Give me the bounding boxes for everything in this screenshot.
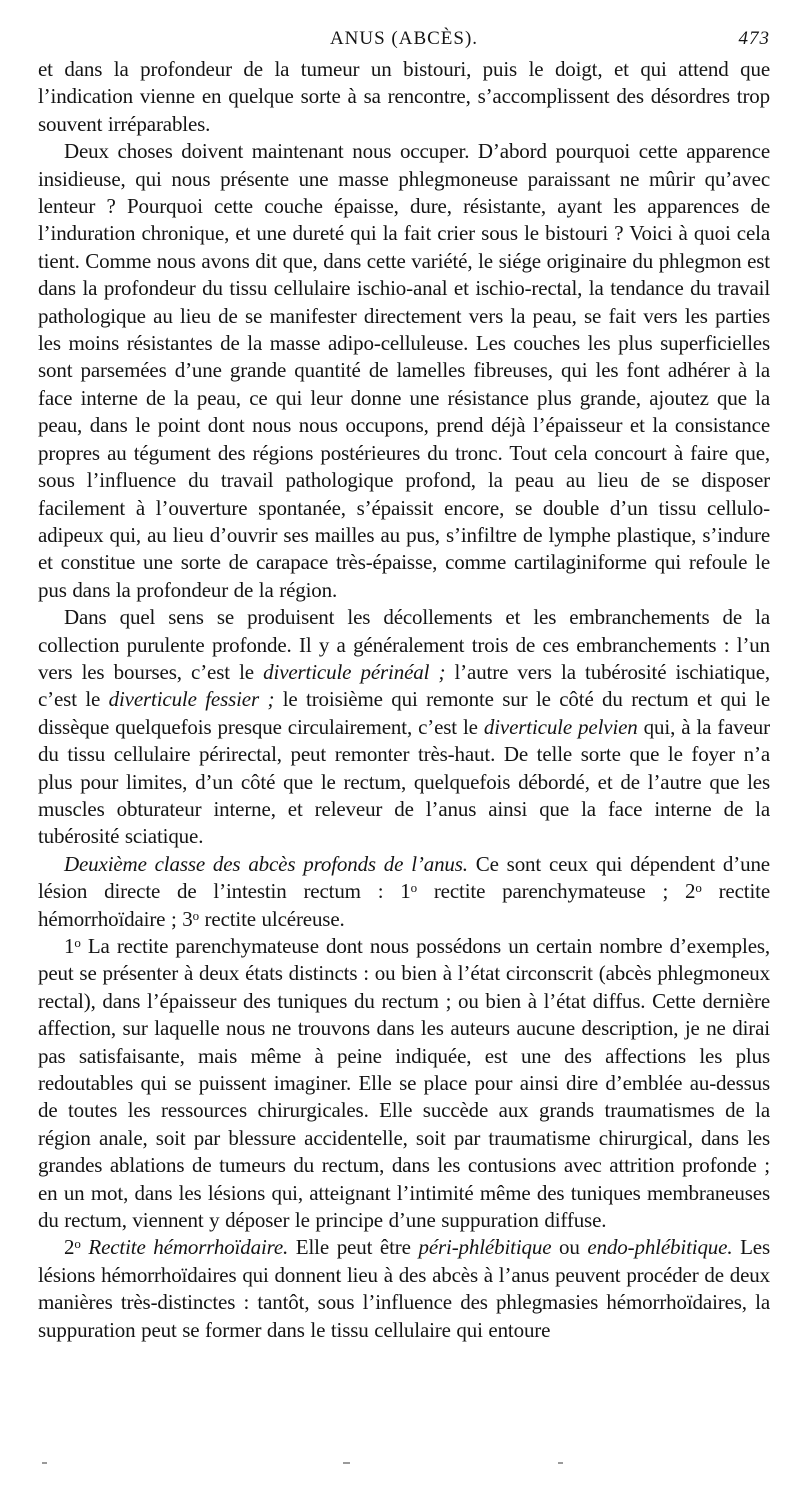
ordinal-marker: o [192,907,199,923]
paragraph-5 [38,933,770,1234]
page-number: 473 [738,28,770,49]
paragraph-3 [38,604,770,851]
paragraph-6 [38,1234,770,1344]
running-title: ANUS (ABCÈS). [329,28,479,49]
subsection-heading: Rectite hémorrhoïdaire. [88,1235,289,1260]
text-run: l’autre vers la tubérosité ischiatique, c’est le [38,659,770,712]
term-diverticule-perineal: diverticule périnéal ; [263,659,446,684]
paragraph-2 [38,138,770,604]
term-endo-phlebitique: endo-phlébitique. [587,1235,733,1260]
text-run: Elle peut être [288,1235,419,1260]
speck-mark [343,1462,350,1464]
text-run: rectite parenchymateuse ; 2 [416,879,696,904]
speck-mark [558,1462,563,1464]
paragraph-4 [38,851,770,933]
ordinal-marker: o [74,935,81,950]
text-run: rectite hémorrhoïdaire ; 3 [38,879,770,931]
body-text [38,56,770,1344]
section-heading: Deuxième classe des abcès profonds de l’anus. [64,851,468,876]
text-run: Les lésions hémorrhoïdaires qui donnent lieu à des abcès à l’anus peuvent procéder de deux manières très-distinctes : tantôt, sous l’influence des phlegmasies hémorrhoïdaires, la suppuration peut se former dans le tissu cellulaire qui entoure [38,1235,770,1342]
text-run: Deux choses doivent maintenant nous occuper. D’abord pourquoi cette apparence insidieuse, qui nous présente une masse phlegmoneuse paraissant ne mûrir qu’avec lenteur ? Pourquoi cette couche épaisse, dure, résistante, ayant les apparences de l’induration chronique, et une dureté qui la fait crier sous le bistouri ? Voici à quoi cela tient. Comme nous avons dit que, dans cette variété, le siége originaire du phlegmon est dans la profondeur du tissu cellulaire ischio-anal et ischio-rectal, la tendance du travail pathologique au lieu de se manifester directement vers la peau, se fait vers les parties les moins résistantes de la masse adipo-celluleuse. Les couches les plus superficielles sont parsemées d’une grande quantité de lamelles fibreuses, qui les font adhérer à la face interne de la peau, ce qui leur donne une résistance plus grande, ajoutez que la peau, dans le point dont nous nous occupons, prend déjà l’épaisseur et la consistance propres au tégument des régions postérieures du tronc. Tout cela concourt à faire que, sous l’influence du travail pathologique profond, la peau au lieu de se disposer facilement à l’ouverture spontanée, s’épaissit encore, se double d’un tissu cellulo-adipeux qui, au lieu d’ouvrir ses mailles au pus, s’infiltre de lymphe plastique, s’indure et constitue une sorte de carapace très-épaisse, comme cartilaginiforme qui refoule le pus dans la profondeur de la région. [38,139,770,602]
text-run: Dans quel sens se produisent les décollements et les embranchements de la collection purulente profonde. Il y a généralement trois de ces embranchements : l’un vers les bourses, c’est le [38,605,770,684]
paragraph-1 [38,56,770,138]
term-diverticule-fessier: diverticule fessier ; [108,687,275,712]
text-run: ou [551,1235,588,1260]
ordinal-marker: o [695,880,702,896]
book-page [38,28,770,1344]
text-run: rectite ulcéreuse. [198,906,345,931]
text-run: 2 [64,1235,75,1260]
text-run: La rectite parenchymateuse dont nous possédons un certain nombre d’exemples, peut se présenter à deux états distincts : ou bien à l’état circonscrit (abcès phlegmoneux rectal), dans l’épaisseur des tuniques du rectum ; ou bien à l’état diffus. Cette dernière affection, sur laquelle nous ne trouvons dans les auteurs aucune description, je ne dirai pas satisfaisante, mais même à peine indiquée, est une des affections les plus redoutables qui se puissent imaginer. Elle se place pour ainsi dire d’emblée au-dessus de toutes les ressources chirurgicales. Elle succède aux grands traumatismes de la région anale, soit par blessure accidentelle, soit par traumatisme chirurgical, dans les grandes ablations de tumeurs du rectum, dans les contusions avec attrition profonde ; en un mot, dans les lésions qui, atteignant l’intimité même des tuniques membraneuses du rectum, viennent y déposer le principe d’une suppuration diffuse. [38,934,770,1233]
text-run: 1 [64,934,75,958]
ordinal-marker: o [410,880,417,896]
footer-specks [0,1462,800,1472]
term-diverticule-pelvien: diverticule pelvien [483,714,638,739]
running-head [38,28,770,56]
speck-mark [42,1462,47,1464]
text-run: qui, à la faveur du tissu cellulaire périrectal, peut remonter très-haut. De telle sorte que le foyer n’a plus pour limites, d’un côté que le rectum, quelquefois débordé, et de l’autre que les muscles obturateur interne, et releveur de l’anus ainsi que la face interne de la tubérosité sciatique. [38,714,771,849]
term-peri-phlebitique: péri-phlébitique [418,1235,552,1260]
text-run: et dans la profondeur de la tumeur un bistouri, puis le doigt, et qui attend que l’indication vienne en quelque sorte à sa rencontre, s’accomplissent des désordres trop souvent irréparables. [38,57,770,136]
text-run: Ce sont ceux qui dépendent d’une lésion directe de l’intestin rectum : 1 [38,851,770,904]
ordinal-marker: o [74,1236,81,1252]
text-run: le troisième qui remonte sur le côté du rectum et qui le dissèque quelquefois presque circulairement, c’est le [38,687,771,739]
